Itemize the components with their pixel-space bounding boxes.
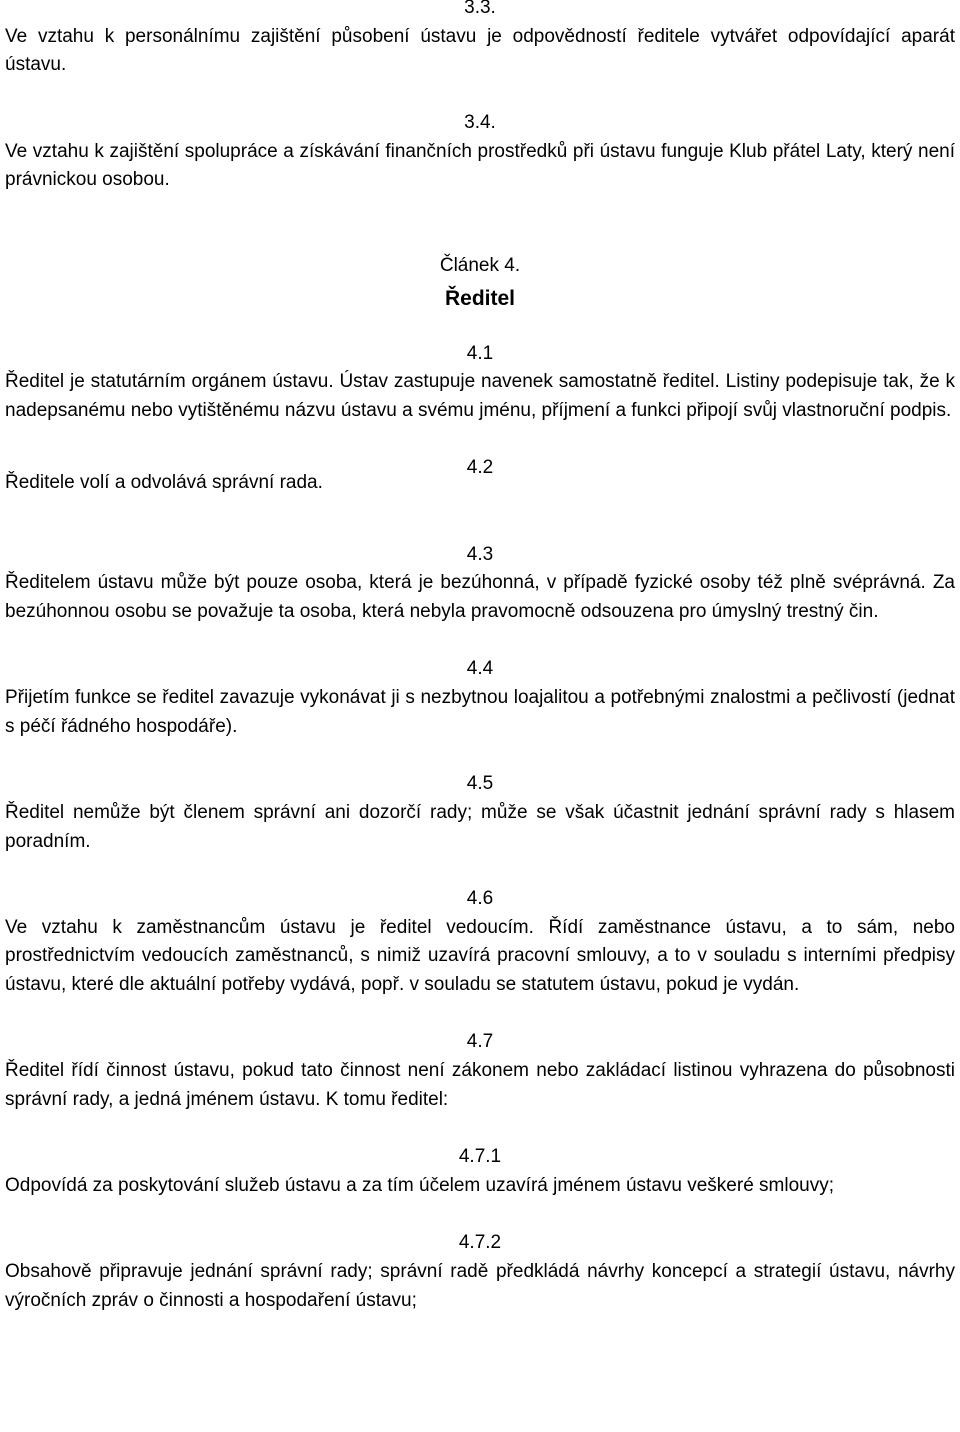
section-text: Ředitelem ústavu může být pouze osoba, která je bezúhonná, v případě fyzické osoby též plně svéprávná. Za bezúhonnou osobu se považuje ta osoba, která nebyla pravomocně odsouzena pro úmyslný trestný čin.	[5, 572, 955, 622]
section-text: Odpovídá za poskytování služeb ústavu a za tím účelem uzavírá jménem ústavu veškeré smlouvy;	[5, 1174, 834, 1196]
section-number: 4.7.1	[458, 1146, 502, 1168]
section-text: Ředitel řídí činnost ústavu, pokud tato činnost není zákonem nebo zakládací listinou vyhrazena do působnosti správní rady, a jedná jménem ústavu. K tomu ředitel:	[5, 1060, 955, 1110]
article-heading: Ředitel	[444, 287, 515, 310]
section-text: Ve vztahu k zaměstnancům ústavu je ředitel vedoucím. Řídí zaměstnance ústavu, a to sám, nebo prostřednictvím vedoucích zaměstnanců, s nimiž uzavírá pracovní smlouvy, a to v souladu s interními předpisy ústavu, které dle aktuální potřeby vydává, popř. v souladu se statutem ústavu, pokud je vydán.	[5, 916, 955, 996]
section-number: 4.3	[466, 543, 494, 565]
section-number: 4.7	[466, 1031, 494, 1053]
section-text: Ve vztahu k zajištění spolupráce a získávání finančních prostředků při ústavu funguje Klub přátel Laty, který není právnickou osobou.	[5, 140, 955, 191]
document-page	[5, 0, 955, 1315]
section-number: 3.4.	[464, 111, 496, 133]
section-number: 4.1	[466, 342, 494, 364]
section-text: Ředitele volí a odvolává správní rada.	[5, 471, 323, 493]
section-row	[5, 455, 955, 493]
section-text: Ředitel je statutárním orgánem ústavu. Ústav zastupuje navenek samostatně ředitel. Listiny podepisuje tak, že k nadepsanému nebo vytištěnému názvu ústavu a svému jménu, příjmení a funkci připojí svůj vlastnoruční podpis.	[5, 371, 955, 422]
section-number: 4.4	[466, 658, 494, 680]
article-label: Článek 4.	[439, 255, 521, 277]
section-text: Obsahově připravuje jednání správní rady; správní radě předkládá návrhy koncepcí a strategií ústavu, návrhy výročních zpráv o činnosti a hospodaření ústavu;	[5, 1261, 955, 1311]
section-text: Ředitel nemůže být členem správní ani dozorčí rady; může se však účastnit jednání správní rady s hlasem poradním.	[5, 801, 955, 852]
section-number: 4.5	[466, 773, 494, 795]
section-text: Přijetím funkce se ředitel zavazuje vykonávat ji s nezbytnou loajalitou a potřebnými znalostmi a pečlivostí (jednat s péčí řádného hospodáře).	[5, 687, 955, 737]
section-text: Ve vztahu k personálnímu zajištění působení ústavu je odpovědností ředitele vytvářet odpovídající aparát ústavu.	[5, 25, 955, 76]
section-number: 4.2	[466, 456, 494, 478]
section-number: 3.3.	[464, 0, 496, 18]
section-number: 4.7.2	[458, 1232, 502, 1254]
section-number: 4.6	[466, 887, 494, 909]
